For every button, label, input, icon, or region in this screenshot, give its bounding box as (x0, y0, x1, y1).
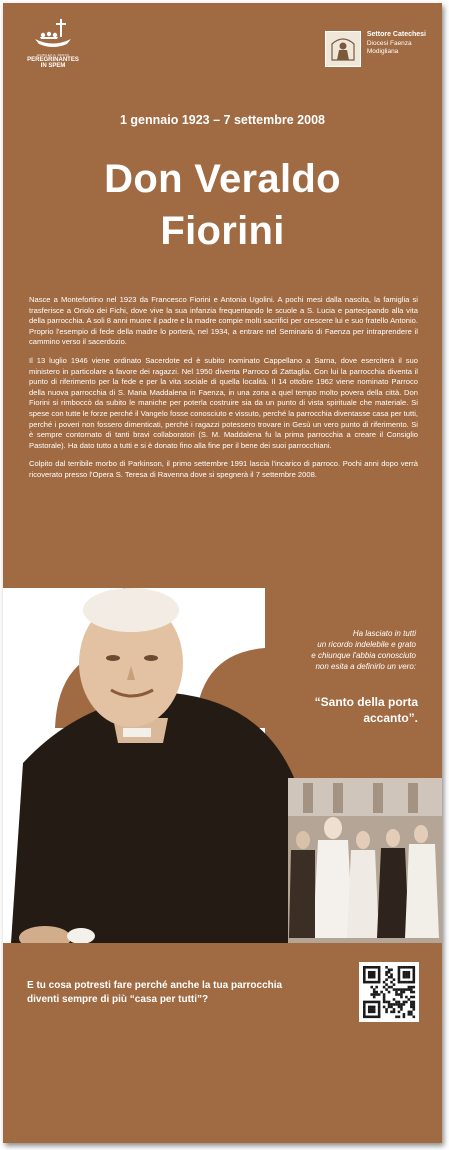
call-to-action (27, 979, 342, 1007)
title-line2: Fiorini (160, 209, 285, 253)
life-dates: 1 gennaio 1923 – 7 settembre 2008 (120, 113, 325, 127)
qr-code-icon (359, 962, 419, 1022)
cta-line1: E tu cosa potresti fare perché anche la tua parrocchia (27, 980, 283, 991)
jubilee-ship-icon (31, 17, 75, 51)
diocese-name-line2: Modigliana (366, 48, 399, 55)
quote-highlight-line2: accanto”. (363, 710, 418, 725)
jubilee-line2: IN SPEM (40, 63, 66, 69)
page-title (3, 153, 442, 257)
qr-code[interactable] (359, 962, 419, 1022)
diocese-logo (325, 31, 426, 67)
title-line1: Don Veraldo (104, 157, 341, 201)
diocese-name-line1: Diocesi Faenza (366, 39, 412, 47)
cta-line2: diventi sempre di più “casa per tutti”? (27, 994, 209, 1005)
jubilee-line1: PEREGRINANTES (27, 57, 79, 63)
biography (29, 295, 418, 489)
bio-paragraph-2: Il 13 luglio 1946 viene ordinato Sacerdote ed è subito nominato Cappellano a Sarna, dove eserciterà il suo ministero in particolare a favore dei ragazzi. Nel 1950 diventa Parroco di Zattaglia. Con lui la parrocchia diventa il punto di riferimento per la fede e per la vita sociale di quella località. Il 14 ottobre 1962 viene nominato Parroco della nuova parrocchia di S. Maria Maddalena in Faenza, in una zona a quel tempo molto povera della città. Don Fiorini si rimboccò da subito le maniche per poterla costruire sia da un punto di vista spirituale che materiale. Si spese con tutte le forze perché il Vangelo fosse conosciuto e vissuto, perché la parrocchia diventasse casa per tutti, perché i poveri non fossero dimenticati, perché i ragazzi potessero trovare in Gesù un vero punto di riferimento. Si è sempre contornato di tanti bravi collaboratori (S. M. Maddalena fu la prima parrocchia a creare il Consiglio Pastorale). Ha dato tutto a tutti e si è donato fino alla fine per il bene dei suoi parrocchiani. (29, 355, 418, 450)
poster-banner (3, 3, 442, 1143)
jubilee-small-text: GIUBILEO A. DMXXV (36, 53, 70, 57)
quote-line-1: Ha lasciato in tutti (352, 629, 416, 638)
diocese-emblem-icon (325, 31, 361, 67)
bio-paragraph-1: Nasce a Montefortino nel 1923 da Francesco Fiorini e Antonia Ugolini. A pochi mesi dalla nascita, la famiglia si trasferisce a Oriolo dei Fichi, dove vive la sua infanzia frequentando le scuole a S. Lucia e partecipando alla vita della parrocchia. A soli 8 anni muore il padre e la madre compie molti sacrifici per crescere lui e suo fratello Antonio. Proprio l'esempio di fede della madre lo porterà, nel 1934, a entrare nel Seminario di Faenza per intraprendere il cammino verso il sacerdozio. (29, 295, 418, 347)
quote-line-2: un ricordo indelebile e grato (317, 640, 416, 649)
quote-line-3: e chiunque l'abbia conosciuto (311, 651, 416, 660)
quote-highlight (238, 695, 418, 726)
quote-intro (256, 628, 416, 672)
jubilee-logo (25, 17, 81, 69)
quote-line-4: non esita a definirlo un vero: (315, 662, 416, 671)
quote-highlight-line1: “Santo della porta (314, 695, 418, 709)
diocese-sector: Settore Catechesi (366, 31, 426, 38)
bio-paragraph-3: Colpito dal terribile morbo di Parkinson, il primo settembre 1991 lascia l'incarico di parroco. Pochi anni dopo verrà ricoverato presso l'Opera S. Teresa di Ravenna dove si spegnerà il 7 settembre 2008. (29, 459, 418, 479)
